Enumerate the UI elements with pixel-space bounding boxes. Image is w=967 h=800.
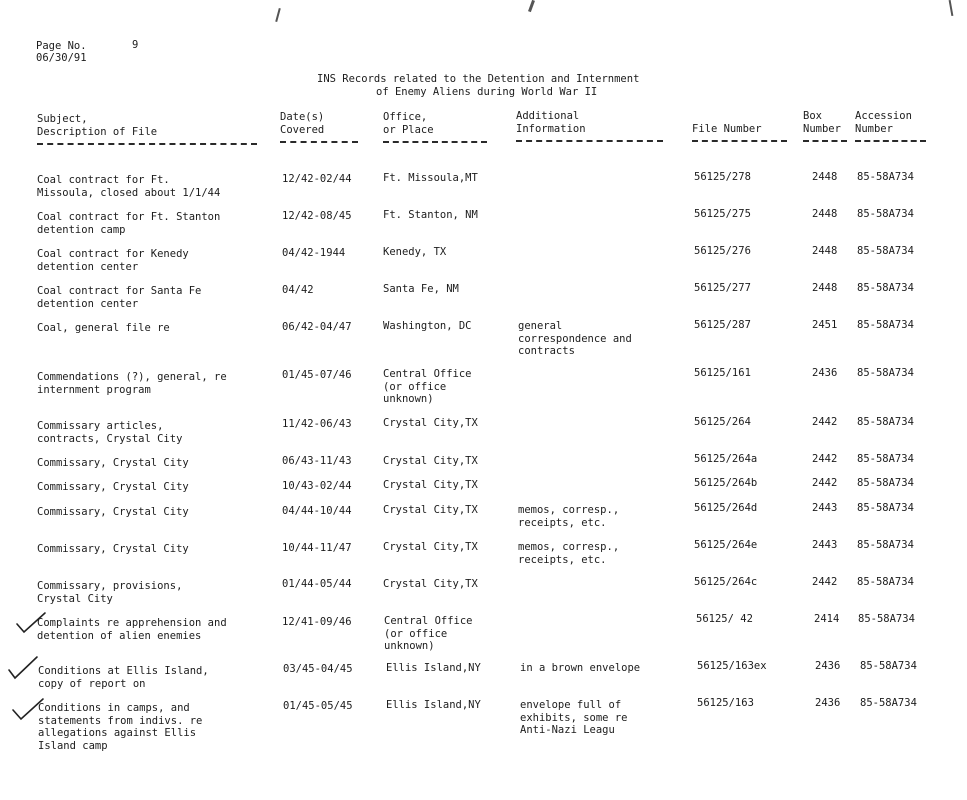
row-subject: Coal contract for Ft. Missoula, closed about 1/1/44 [37, 174, 221, 199]
header-rule-dates [280, 141, 358, 143]
row-info: envelope full of exhibits, some re Anti-Nazi Leagu [520, 699, 628, 736]
header-box: Box Number [803, 110, 841, 135]
row-dates: 06/42-04/47 [282, 321, 352, 333]
header-rule-additional [516, 140, 663, 142]
header-rule-file [692, 140, 787, 142]
row-file-number: 56125/264b [694, 477, 758, 489]
row-subject: Commissary, provisions, Crystal City [37, 580, 183, 605]
row-file-number: 56125/ 42 [696, 613, 753, 625]
row-box: 2448 [812, 245, 838, 257]
row-box: 2448 [812, 282, 838, 294]
header-office: Office, or Place [383, 111, 434, 136]
row-office: Ft. Missoula,MT [383, 172, 478, 184]
row-accession: 85-58A734 [857, 576, 914, 588]
row-accession: 85-58A734 [860, 697, 917, 709]
row-subject: Coal contract for Ft. Stanton detention camp [37, 211, 221, 236]
row-office: Crystal City,TX [383, 479, 478, 491]
row-dates: 01/44-05/44 [282, 578, 352, 590]
row-accession: 85-58A734 [857, 208, 914, 220]
row-box: 2436 [815, 697, 841, 709]
row-office: Crystal City,TX [383, 455, 478, 467]
row-dates: 06/43-11/43 [282, 455, 352, 467]
row-office: Ellis Island,NY [386, 662, 481, 674]
row-accession: 85-58A734 [858, 613, 915, 625]
row-box: 2448 [812, 208, 838, 220]
row-dates: 01/45-05/45 [283, 700, 353, 712]
checkmark-icon [6, 654, 40, 680]
row-box: 2448 [812, 171, 838, 183]
row-file-number: 56125/264e [694, 539, 758, 551]
row-dates: 11/42-06/43 [282, 418, 352, 430]
row-box: 2436 [815, 660, 841, 672]
scan-mark [528, 0, 535, 12]
row-box: 2442 [812, 576, 838, 588]
row-dates: 03/45-04/45 [283, 663, 353, 675]
row-office: Central Office (or office unknown) [384, 615, 473, 652]
row-subject: Coal, general file re [37, 322, 170, 334]
row-accession: 85-58A734 [857, 416, 914, 428]
row-subject: Commissary articles, contracts, Crystal City [37, 420, 183, 445]
header-accession: Accession Number [855, 110, 912, 135]
row-dates: 10/44-11/47 [282, 542, 352, 554]
row-file-number: 56125/264c [694, 576, 758, 588]
row-office: Crystal City,TX [383, 417, 478, 429]
row-dates: 04/44-10/44 [282, 505, 352, 517]
row-subject: Complaints re apprehension and detention of alien enemies [37, 617, 227, 642]
row-file-number: 56125/277 [694, 282, 751, 294]
row-subject: Coal contract for Kenedy detention center [37, 248, 189, 273]
row-office: Santa Fe, NM [383, 283, 459, 295]
row-file-number: 56125/161 [694, 367, 751, 379]
row-info: in a brown envelope [520, 662, 641, 674]
row-file-number: 56125/287 [694, 319, 751, 331]
header-dates: Date(s) Covered [280, 111, 325, 136]
row-accession: 85-58A734 [857, 171, 914, 183]
row-accession: 85-58A734 [857, 245, 914, 257]
row-info: general correspondence and contracts [518, 320, 632, 357]
header-rule-subject [37, 143, 257, 145]
header-additional: Additional Information [516, 110, 586, 135]
row-subject: Commissary, Crystal City [37, 543, 189, 555]
header-rule-accession [855, 140, 926, 142]
row-file-number: 56125/278 [694, 171, 751, 183]
row-accession: 85-58A734 [857, 367, 914, 379]
page-number: 9 [132, 39, 139, 51]
row-accession: 85-58A734 [857, 453, 914, 465]
row-accession: 85-58A734 [857, 319, 914, 331]
row-file-number: 56125/163 [697, 697, 754, 709]
row-subject: Commissary, Crystal City [37, 481, 189, 493]
row-office: Crystal City,TX [383, 541, 478, 553]
row-office: Ft. Stanton, NM [383, 209, 478, 221]
row-accession: 85-58A734 [860, 660, 917, 672]
row-subject: Commendations (?), general, re internment program [37, 371, 227, 396]
row-office: Kenedy, TX [383, 246, 447, 258]
scan-mark [949, 0, 954, 16]
row-office: Central Office (or office unknown) [383, 368, 472, 405]
checkmark-icon [14, 610, 48, 634]
row-dates: 04/42 [282, 284, 314, 296]
row-box: 2442 [812, 477, 838, 489]
row-file-number: 56125/264a [694, 453, 758, 465]
row-box: 2442 [812, 416, 838, 428]
row-info: memos, corresp., receipts, etc. [518, 541, 620, 566]
header-rule-office [383, 141, 487, 143]
row-file-number: 56125/276 [694, 245, 751, 257]
row-box: 2414 [814, 613, 840, 625]
row-dates: 12/42-02/44 [282, 173, 352, 185]
row-office: Crystal City,TX [383, 578, 478, 590]
header-file-number: File Number [692, 123, 762, 135]
row-file-number: 56125/264 [694, 416, 751, 428]
header-rule-box [803, 140, 847, 142]
row-accession: 85-58A734 [857, 502, 914, 514]
row-file-number: 56125/275 [694, 208, 751, 220]
page-number-label: Page No. [36, 40, 87, 52]
scan-mark [275, 8, 281, 22]
row-box: 2443 [812, 539, 838, 551]
header-subject: Subject, Description of File [37, 113, 158, 138]
row-subject: Commissary, Crystal City [37, 506, 189, 518]
row-subject: Conditions in camps, and statements from indivs. re allegations against Ellis Island camp [38, 702, 203, 752]
row-box: 2443 [812, 502, 838, 514]
document-title-line1: INS Records related to the Detention and Internment [317, 73, 640, 85]
row-accession: 85-58A734 [857, 539, 914, 551]
row-dates: 04/42-1944 [282, 247, 346, 259]
row-accession: 85-58A734 [857, 477, 914, 489]
row-file-number: 56125/264d [694, 502, 758, 514]
row-accession: 85-58A734 [857, 282, 914, 294]
row-box: 2436 [812, 367, 838, 379]
row-dates: 12/41-09/46 [282, 616, 352, 628]
row-office: Washington, DC [383, 320, 472, 332]
row-subject: Conditions at Ellis Island, copy of report on [38, 665, 209, 690]
row-office: Ellis Island,NY [386, 699, 481, 711]
row-office: Crystal City,TX [383, 504, 478, 516]
document-title-line2: of Enemy Aliens during World War II [376, 86, 598, 98]
page-date: 06/30/91 [36, 52, 87, 64]
row-dates: 10/43-02/44 [282, 480, 352, 492]
row-subject: Commissary, Crystal City [37, 457, 189, 469]
row-info: memos, corresp., receipts, etc. [518, 504, 620, 529]
checkmark-icon [10, 696, 46, 722]
row-file-number: 56125/163ex [697, 660, 767, 672]
row-box: 2451 [812, 319, 838, 331]
row-dates: 12/42-08/45 [282, 210, 352, 222]
row-box: 2442 [812, 453, 838, 465]
row-dates: 01/45-07/46 [282, 369, 352, 381]
row-subject: Coal contract for Santa Fe detention center [37, 285, 202, 310]
